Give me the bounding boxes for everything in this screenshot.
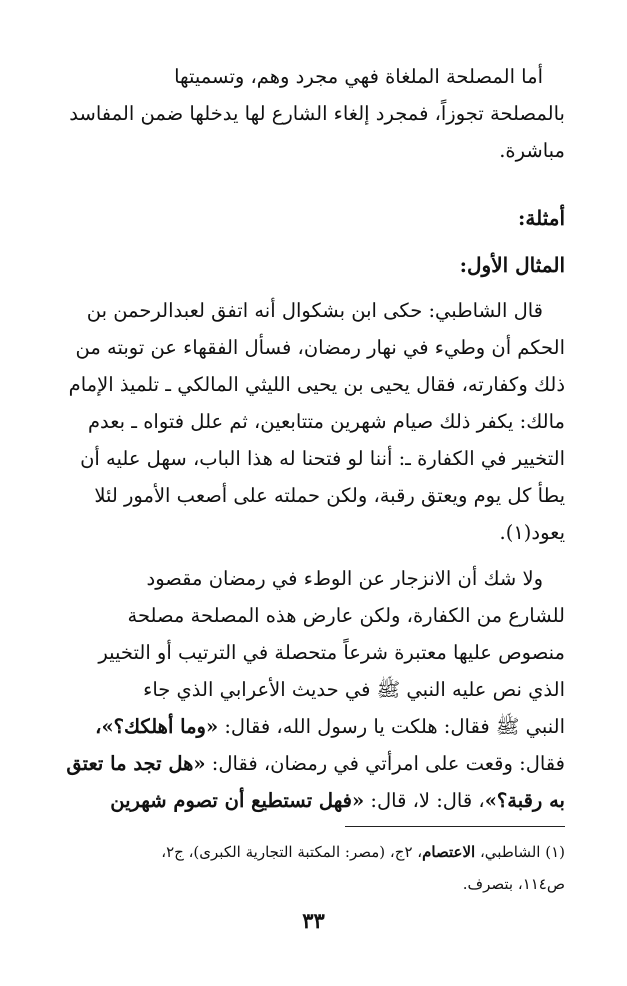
- text-line: يعود(١).: [499, 521, 565, 544]
- heading-examples: أمثلة:: [517, 206, 565, 230]
- page-number: ٣٣: [302, 908, 325, 933]
- text-segment: النبي ﷺ فقال: هلكت يا رسول الله، فقال:: [218, 715, 565, 738]
- text-line: التخيير في الكفارة ـ: أننا لو فتحنا له هذا الباب، سهل عليه أن: [80, 447, 565, 470]
- hadith-quote: «فهل تستطيع أن تصوم شهرين: [110, 789, 365, 812]
- paragraph-analysis: [62, 560, 565, 819]
- hadith-quote: به رقبة؟»: [484, 789, 565, 812]
- footnote-divider: [345, 826, 565, 827]
- footnote-text: ، ٢ج، (مصر: المكتبة التجارية الكبرى)، ج٢،: [161, 843, 423, 861]
- footnote-book-title: الاعتصام: [422, 843, 476, 861]
- text-line: مباشرة.: [499, 139, 565, 162]
- text-line: ولا شك أن الانزجار عن الوطء في رمضان مقصود: [146, 567, 543, 590]
- text-line: بالمصلحة تجوزاً، فمجرد إلغاء الشارع لها يدخلها ضمن المفاسد: [69, 102, 565, 125]
- hadith-quote: «وما أهلكك؟»،: [95, 715, 219, 738]
- text-line: [62, 782, 565, 819]
- footnote-text: (١) الشاطبي،: [475, 843, 565, 861]
- paragraph-shatibi-quote: [62, 292, 565, 551]
- text-line: يطأ كل يوم ويعتق رقبة، ولكن حملته على أصعب الأمور لئلا: [94, 484, 565, 507]
- text-segment: فقال: وقعت على امرأتي في رمضان، فقال:: [205, 752, 565, 775]
- text-line: [62, 745, 565, 782]
- heading-first-example: المثال الأول:: [459, 253, 565, 277]
- text-line: الحكم أن وطيء في نهار رمضان، فسأل الفقهاء عن توبته من: [75, 336, 565, 359]
- text-segment: ، قال: لا، قال:: [364, 789, 485, 812]
- footnote-line: [62, 836, 565, 868]
- text-line: قال الشاطبي: حكى ابن بشكوال أنه اتفق لعبدالرحمن بن: [86, 299, 543, 322]
- text-line: أما المصلحة الملغاة فهي مجرد وهم، وتسميتها: [174, 65, 543, 88]
- footnote-line: ص١١٤، بتصرف.: [462, 875, 565, 893]
- text-line: [62, 708, 565, 745]
- footnote: [62, 836, 565, 900]
- text-line: مالك: يكفر ذلك صيام شهرين متتابعين، ثم علل فتواه ـ بعدم: [87, 410, 565, 433]
- hadith-quote: «هل تجد ما تعتق: [66, 752, 206, 775]
- text-line: للشارع من الكفارة، ولكن عارض هذه المصلحة مصلحة: [127, 604, 565, 627]
- paragraph-masalaha-mulgha: [62, 58, 565, 169]
- text-line: منصوص عليها معتبرة شرعاً متحصلة في الترتيب أو التخيير: [98, 641, 565, 664]
- text-line: ذلك وكفارته، فقال يحيى بن يحيى الليثي المالكي ـ تلميذ الإمام: [68, 373, 565, 396]
- text-line: الذي نص عليه النبي ﷺ في حديث الأعرابي الذي جاء: [143, 678, 565, 701]
